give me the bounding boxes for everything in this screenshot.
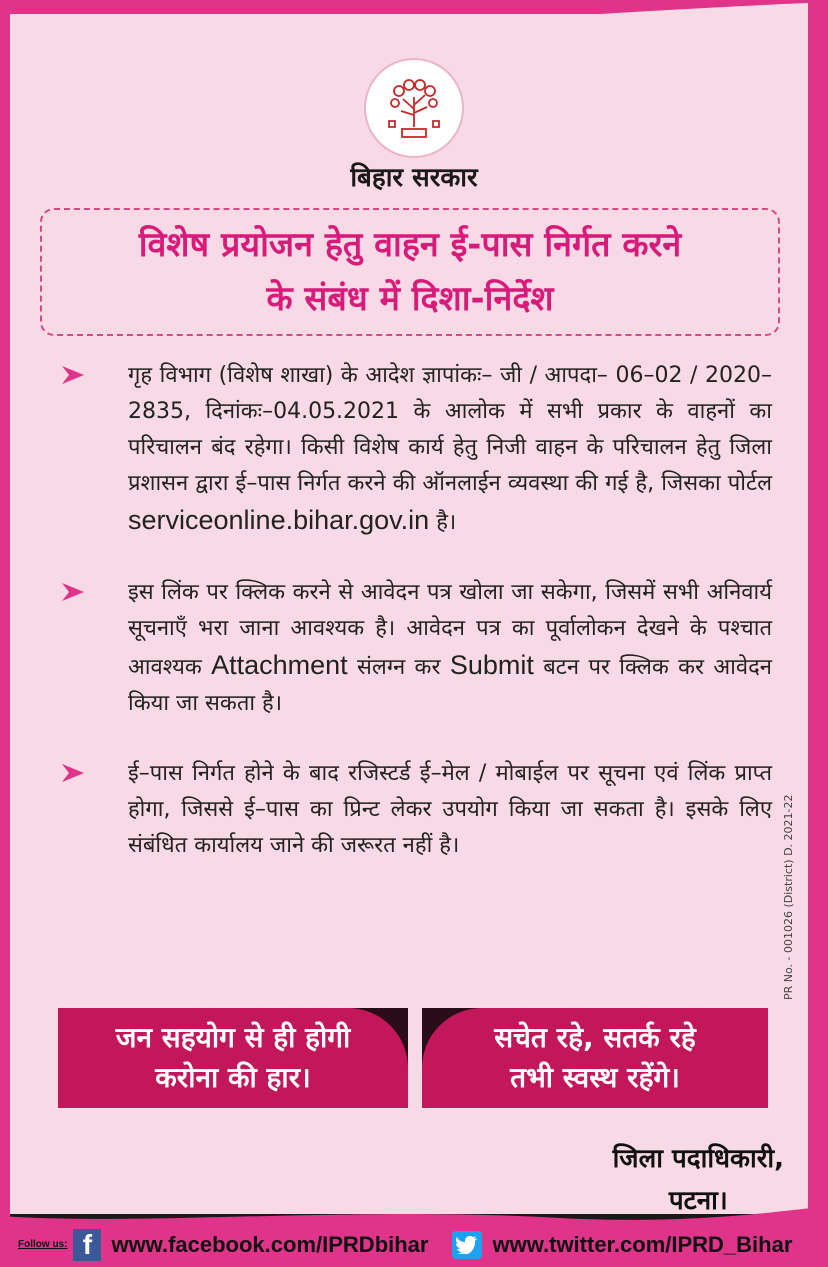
title-line-2: के संबंध में दिशा-निर्देश xyxy=(266,279,554,319)
list-item xyxy=(60,756,772,864)
title-line-1: विशेष प्रयोजन हेतु वाहन ई-पास निर्गत करने xyxy=(138,225,682,265)
slogan-right-line-1: सचेत रहे, सतर्क रहे xyxy=(494,1021,696,1054)
twitter-link[interactable]: www.twitter.com/IPRD_Bihar xyxy=(492,1231,793,1257)
attachment-word: Attachment xyxy=(211,650,348,680)
point-1-text: गृह विभाग (विशेष शाखा) के आदेश ज्ञापांकः– जी / आपदा– 06–02 / 2020–2835, दिनांकः–04.05.2021 के आलोक में सभी प्रकार के वाहनों का परिचालन बंद रहेगा। किसी विशेष कार्य हेतु निजी वाहन के परिचालन हेतु जिला प्रशासन द्वारा ई–पास निर्गत करने की ऑनलाईन व्यवस्था की गई है, जिसका पोर्टल xyxy=(128,363,772,496)
submit-word: Submit xyxy=(449,650,534,680)
follow-label: Follow us: xyxy=(18,1239,68,1250)
slogan-left-line-2: करोना की हार। xyxy=(155,1061,311,1094)
arrow-bullet-icon xyxy=(60,581,86,603)
emblem-logo xyxy=(366,60,462,156)
twitter-icon[interactable] xyxy=(452,1231,482,1259)
list-item xyxy=(60,575,772,722)
point-1-end: है। xyxy=(436,510,457,535)
signature-title: जिला पदाधिकारी, xyxy=(612,1144,784,1174)
government-name: बिहार सरकार xyxy=(350,163,478,193)
point-3-text: ई–पास निर्गत होने के बाद रजिस्टर्ड ई–मेल / मोबाईल पर सूचना एवं लिंक प्राप्त होगा, जिससे ई–पास का प्रिन्ट लेकर उपयोग किया जा सकता है। इसके लिए संबंधित कार्यालय जाने की जरूरत नहीं है। xyxy=(128,761,772,858)
guideline-list xyxy=(60,358,772,898)
list-item xyxy=(60,358,772,541)
social-footer xyxy=(0,1222,828,1267)
point-2-text: इस लिंक पर क्लिक करने से आवेदन पत्र खोला जा सकेगा, जिसमें सभी अनिवार्य सूचनाएँ भरा जाना आवश्यक है। आवेदन पत्र का पूर्वालोकन देखने के पश्चात आवश्यक xyxy=(128,580,772,680)
slogan-left-line-1: जन सहयोग से ही होगी xyxy=(115,1021,351,1054)
point-2-mid: संलग्न कर xyxy=(357,655,441,680)
arrow-bullet-icon xyxy=(60,762,86,784)
pr-number-note: PR No. - 001026 (District) D. 2021-22 xyxy=(782,794,795,1000)
signature-place: पटना। xyxy=(668,1186,728,1216)
bodhi-tree-emblem-icon xyxy=(375,69,453,147)
facebook-icon[interactable]: f xyxy=(73,1229,101,1261)
slogan-left-banner xyxy=(58,1008,408,1108)
point-2-end: बटन पर क्लिक कर आवेदन किया जा सकता है। xyxy=(128,655,772,716)
arrow-bullet-icon xyxy=(60,364,86,386)
page-title xyxy=(40,218,780,326)
slogan-right-banner xyxy=(422,1008,768,1108)
slogan-right-line-2: तभी स्वस्थ रहेंगे। xyxy=(510,1061,680,1094)
portal-link[interactable]: serviceonline.bihar.gov.in xyxy=(128,505,430,535)
facebook-link[interactable]: www.facebook.com/IPRDbihar xyxy=(111,1231,429,1257)
